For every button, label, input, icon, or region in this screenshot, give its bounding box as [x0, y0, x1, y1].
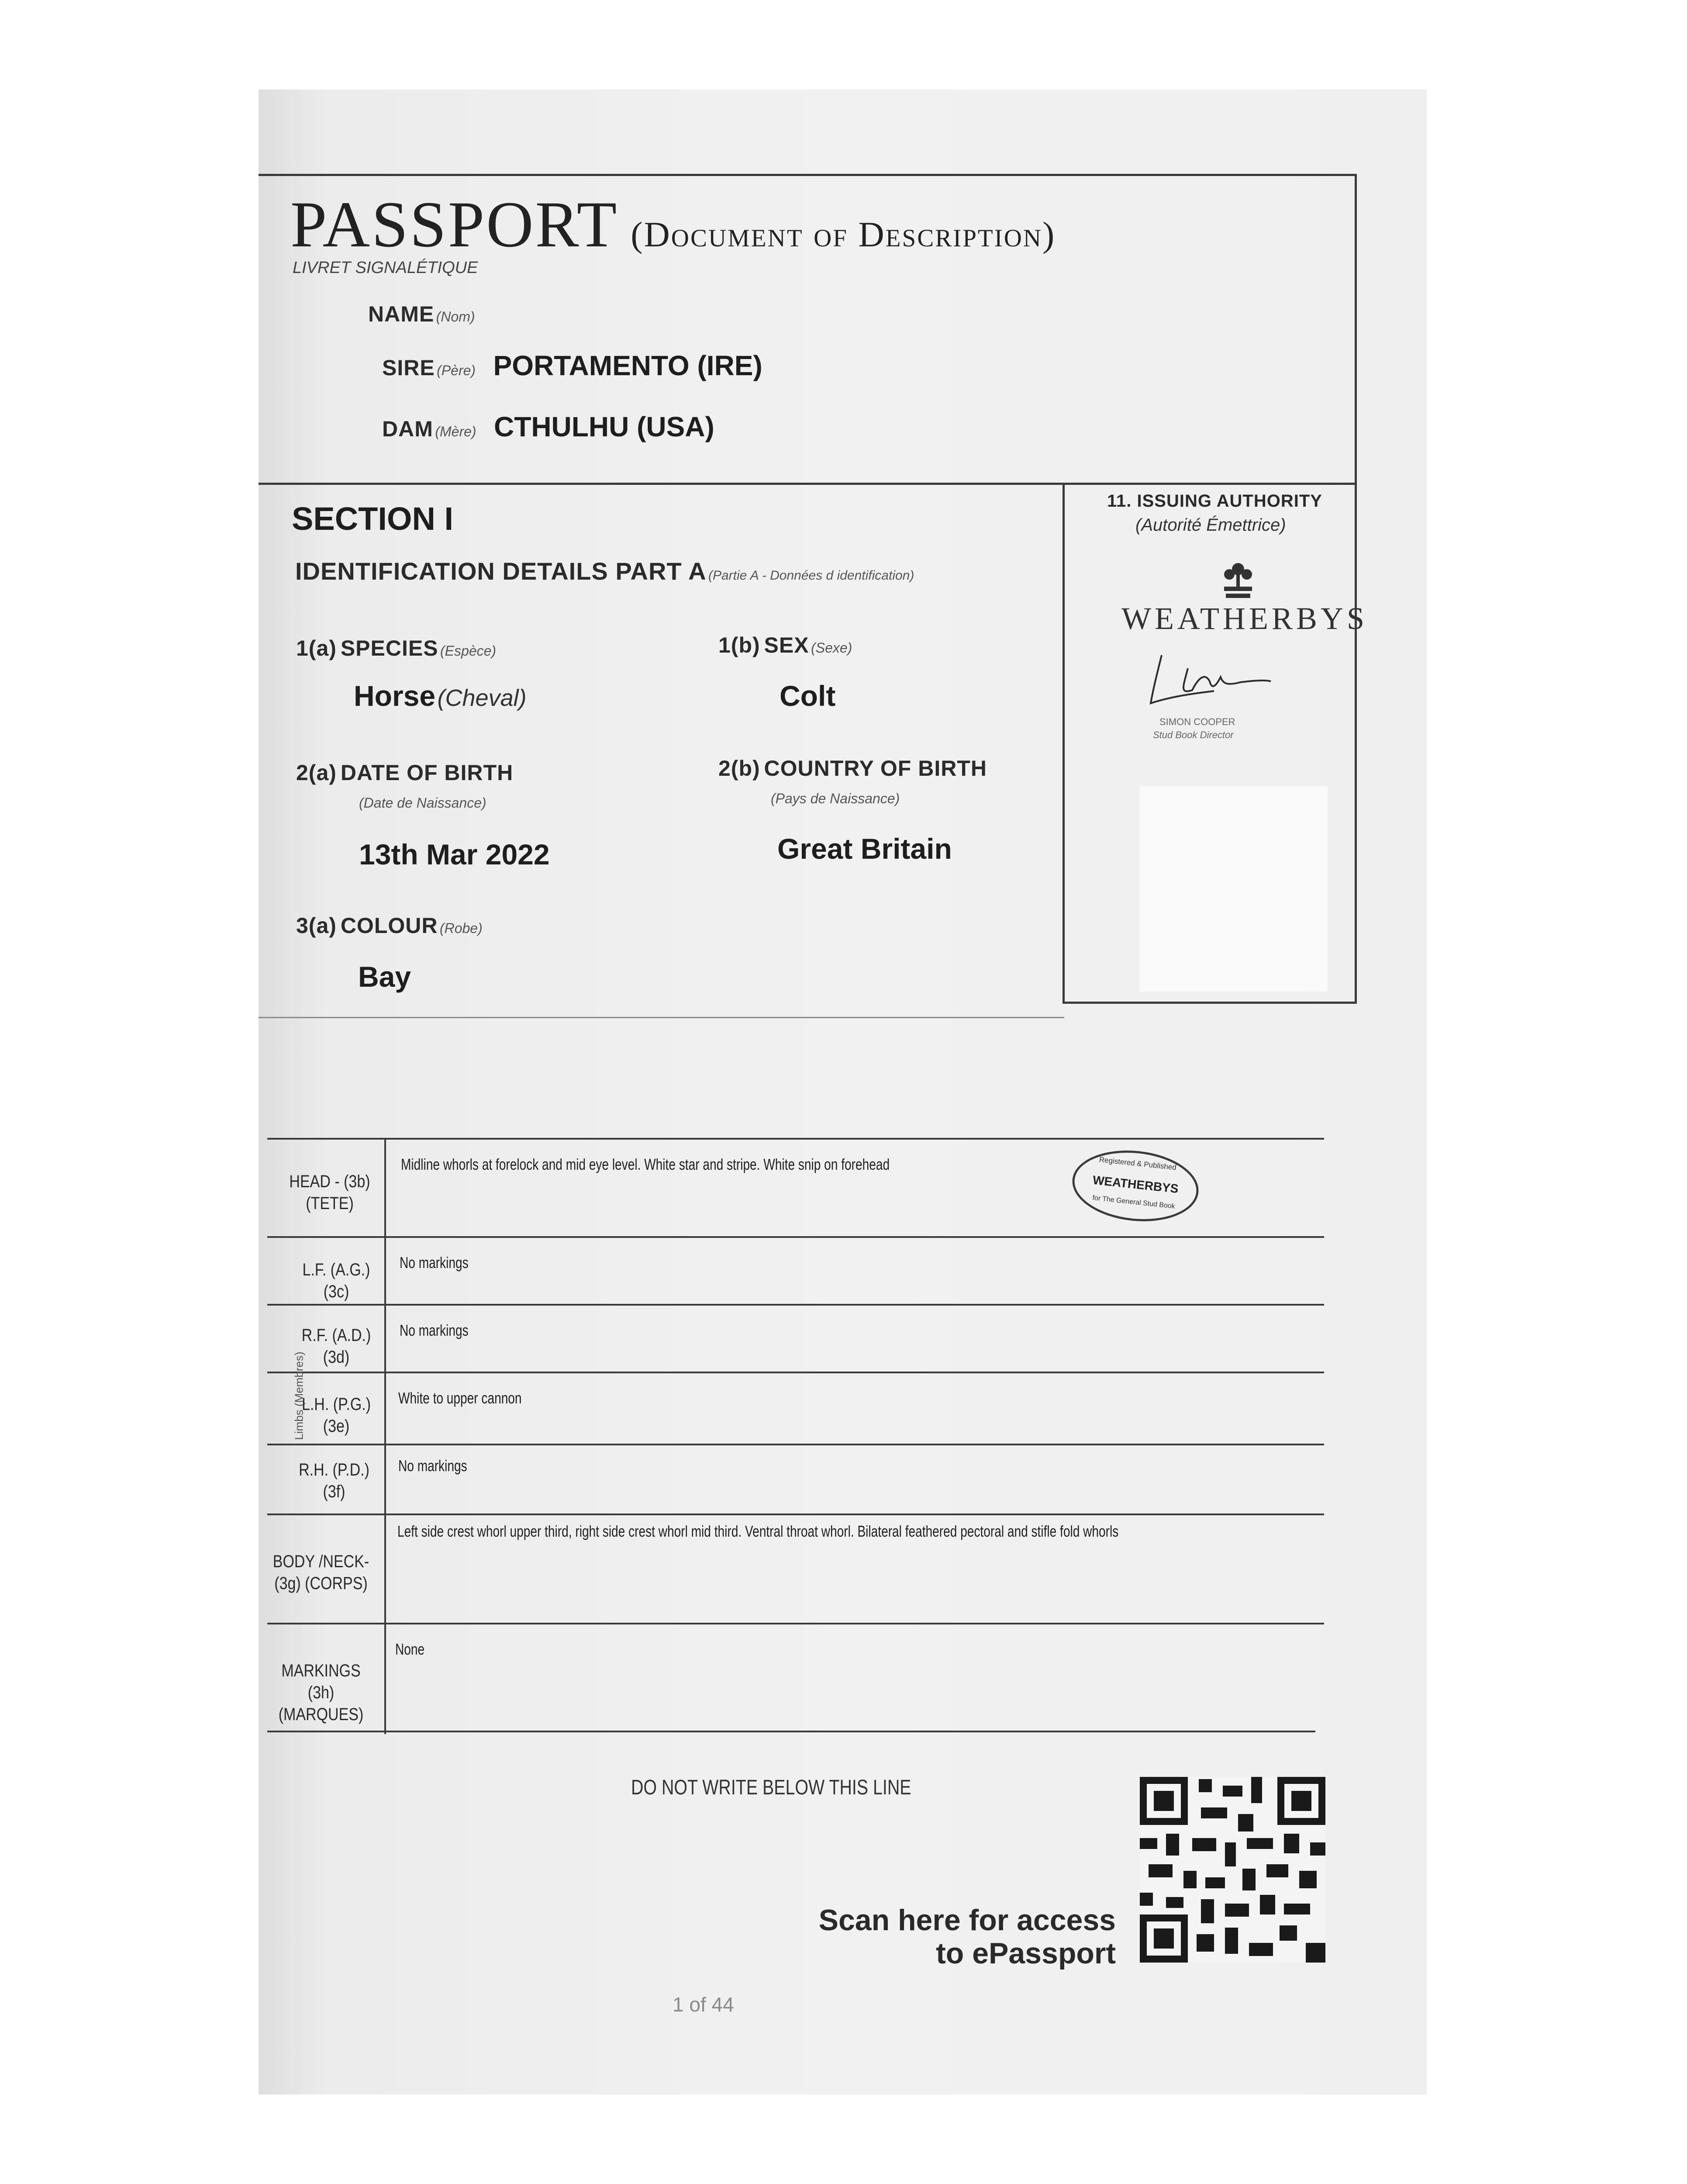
no-write-notice: DO NOT WRITE BELOW THIS LINE	[631, 1776, 911, 1799]
row-rule	[267, 1444, 1324, 1445]
signatory-name: SIMON COOPER	[1159, 716, 1235, 727]
row-label-head: HEAD - (3b) (TETE)	[289, 1172, 370, 1213]
cob-label: 2(b) COUNTRY OF BIRTH	[718, 756, 987, 781]
row-rule	[267, 1623, 1324, 1624]
document-title: PASSPORT (Document of Description)	[290, 188, 1056, 261]
signature-icon	[1140, 642, 1275, 712]
name-field: NAME (Nom)	[368, 302, 475, 326]
table-bottom-rule	[267, 1731, 1315, 1732]
section-title: SECTION I	[292, 501, 454, 537]
row-rule	[267, 1236, 1324, 1238]
dam-field: DAM (Mère) CTHULHU (USA)	[382, 411, 714, 442]
row-label-rh: R.H. (P.D.) (3f)	[299, 1460, 369, 1501]
issuing-authority-sub: (Autorité Émettrice)	[1135, 515, 1286, 535]
authority-divider-rule	[1063, 485, 1065, 1003]
page-number: 1 of 44	[673, 1993, 734, 2016]
table-divider-rule	[384, 1138, 386, 1734]
stamp-bottom-text: for The General Stud Book	[1092, 1194, 1176, 1210]
weatherbys-logo-text: WEATHERBYS	[1121, 601, 1368, 636]
header-top-rule	[259, 174, 1357, 176]
row-label-lf: L.F. (A.G.) (3c)	[302, 1260, 370, 1301]
colour-value: Bay	[358, 961, 411, 993]
photo-placeholder	[1140, 786, 1328, 992]
sire-field: SIRE (Père) PORTAMENTO (IRE)	[382, 350, 762, 381]
species-value: Horse (Cheval)	[354, 680, 527, 712]
colour-label: 3(a) COLOUR (Robe)	[296, 913, 483, 938]
limbs-side-label: Limbs (Membres)	[292, 1351, 306, 1440]
scan-line-1: Scan here for access	[818, 1904, 1116, 1937]
row-label-markings: MARKINGS (3h) (MARQUES)	[278, 1661, 364, 1724]
row-text-head: Midline whorls at forelock and mid eye level. White star and stripe. White snip on forehead	[401, 1155, 890, 1173]
issuing-authority-label: 11. ISSUING AUTHORITY	[1107, 491, 1322, 511]
row-text-lh: White to upper cannon	[398, 1389, 522, 1407]
stamp-top-text: Registered & Published	[1099, 1155, 1177, 1172]
scan-line-2: to ePassport	[936, 1937, 1116, 1970]
row-rule	[267, 1514, 1324, 1515]
cob-sub: (Pays de Naissance)	[771, 791, 900, 806]
row-text-rf: No markings	[400, 1321, 469, 1339]
row-rule	[267, 1372, 1324, 1373]
epassport-qr-code[interactable]	[1140, 1777, 1325, 1963]
row-text-markings: None	[395, 1640, 425, 1658]
row-label-lh: L.H. (P.G.) (3e)	[301, 1395, 371, 1436]
row-text-lf: No markings	[400, 1254, 469, 1272]
dob-label: 2(a) DATE OF BIRTH	[296, 760, 514, 785]
dob-value: 13th Mar 2022	[359, 838, 550, 871]
dob-sub: (Date de Naissance)	[359, 795, 486, 811]
row-label-rf: R.F. (A.D.) (3d)	[301, 1326, 371, 1367]
table-top-rule	[267, 1138, 1324, 1140]
row-text-rh: No markings	[398, 1457, 467, 1475]
signatory-title: Stud Book Director	[1153, 729, 1234, 740]
document-subtitle: LIVRET SIGNALÉTIQUE	[293, 259, 478, 277]
right-border-rule	[1355, 174, 1357, 1003]
cob-value: Great Britain	[777, 833, 952, 865]
authority-bottom-rule	[1063, 1002, 1357, 1004]
sex-label: 1(b) SEX (Sexe)	[718, 633, 852, 657]
section-bottom-rule	[259, 1017, 1064, 1018]
scan-notice	[773, 1904, 1116, 1970]
sex-value: Colt	[780, 680, 836, 712]
row-text-body: Left side crest whorl upper third, right side crest whorl mid third. Ventral throat whorl. Bilateral feathered pectoral and stifle fold whorls	[397, 1522, 1119, 1540]
row-label-body: BODY /NECK- (3g) (CORPS)	[273, 1552, 369, 1593]
row-rule	[267, 1304, 1324, 1306]
species-label: 1(a) SPECIES (Espèce)	[296, 636, 497, 660]
stamp-mid-text: WEATHERBYS	[1092, 1173, 1179, 1196]
weatherbys-crest-icon	[1216, 557, 1260, 601]
section-top-rule	[259, 483, 1357, 485]
part-title: IDENTIFICATION DETAILS PART A (Partie A - Données d identification)	[295, 557, 914, 585]
